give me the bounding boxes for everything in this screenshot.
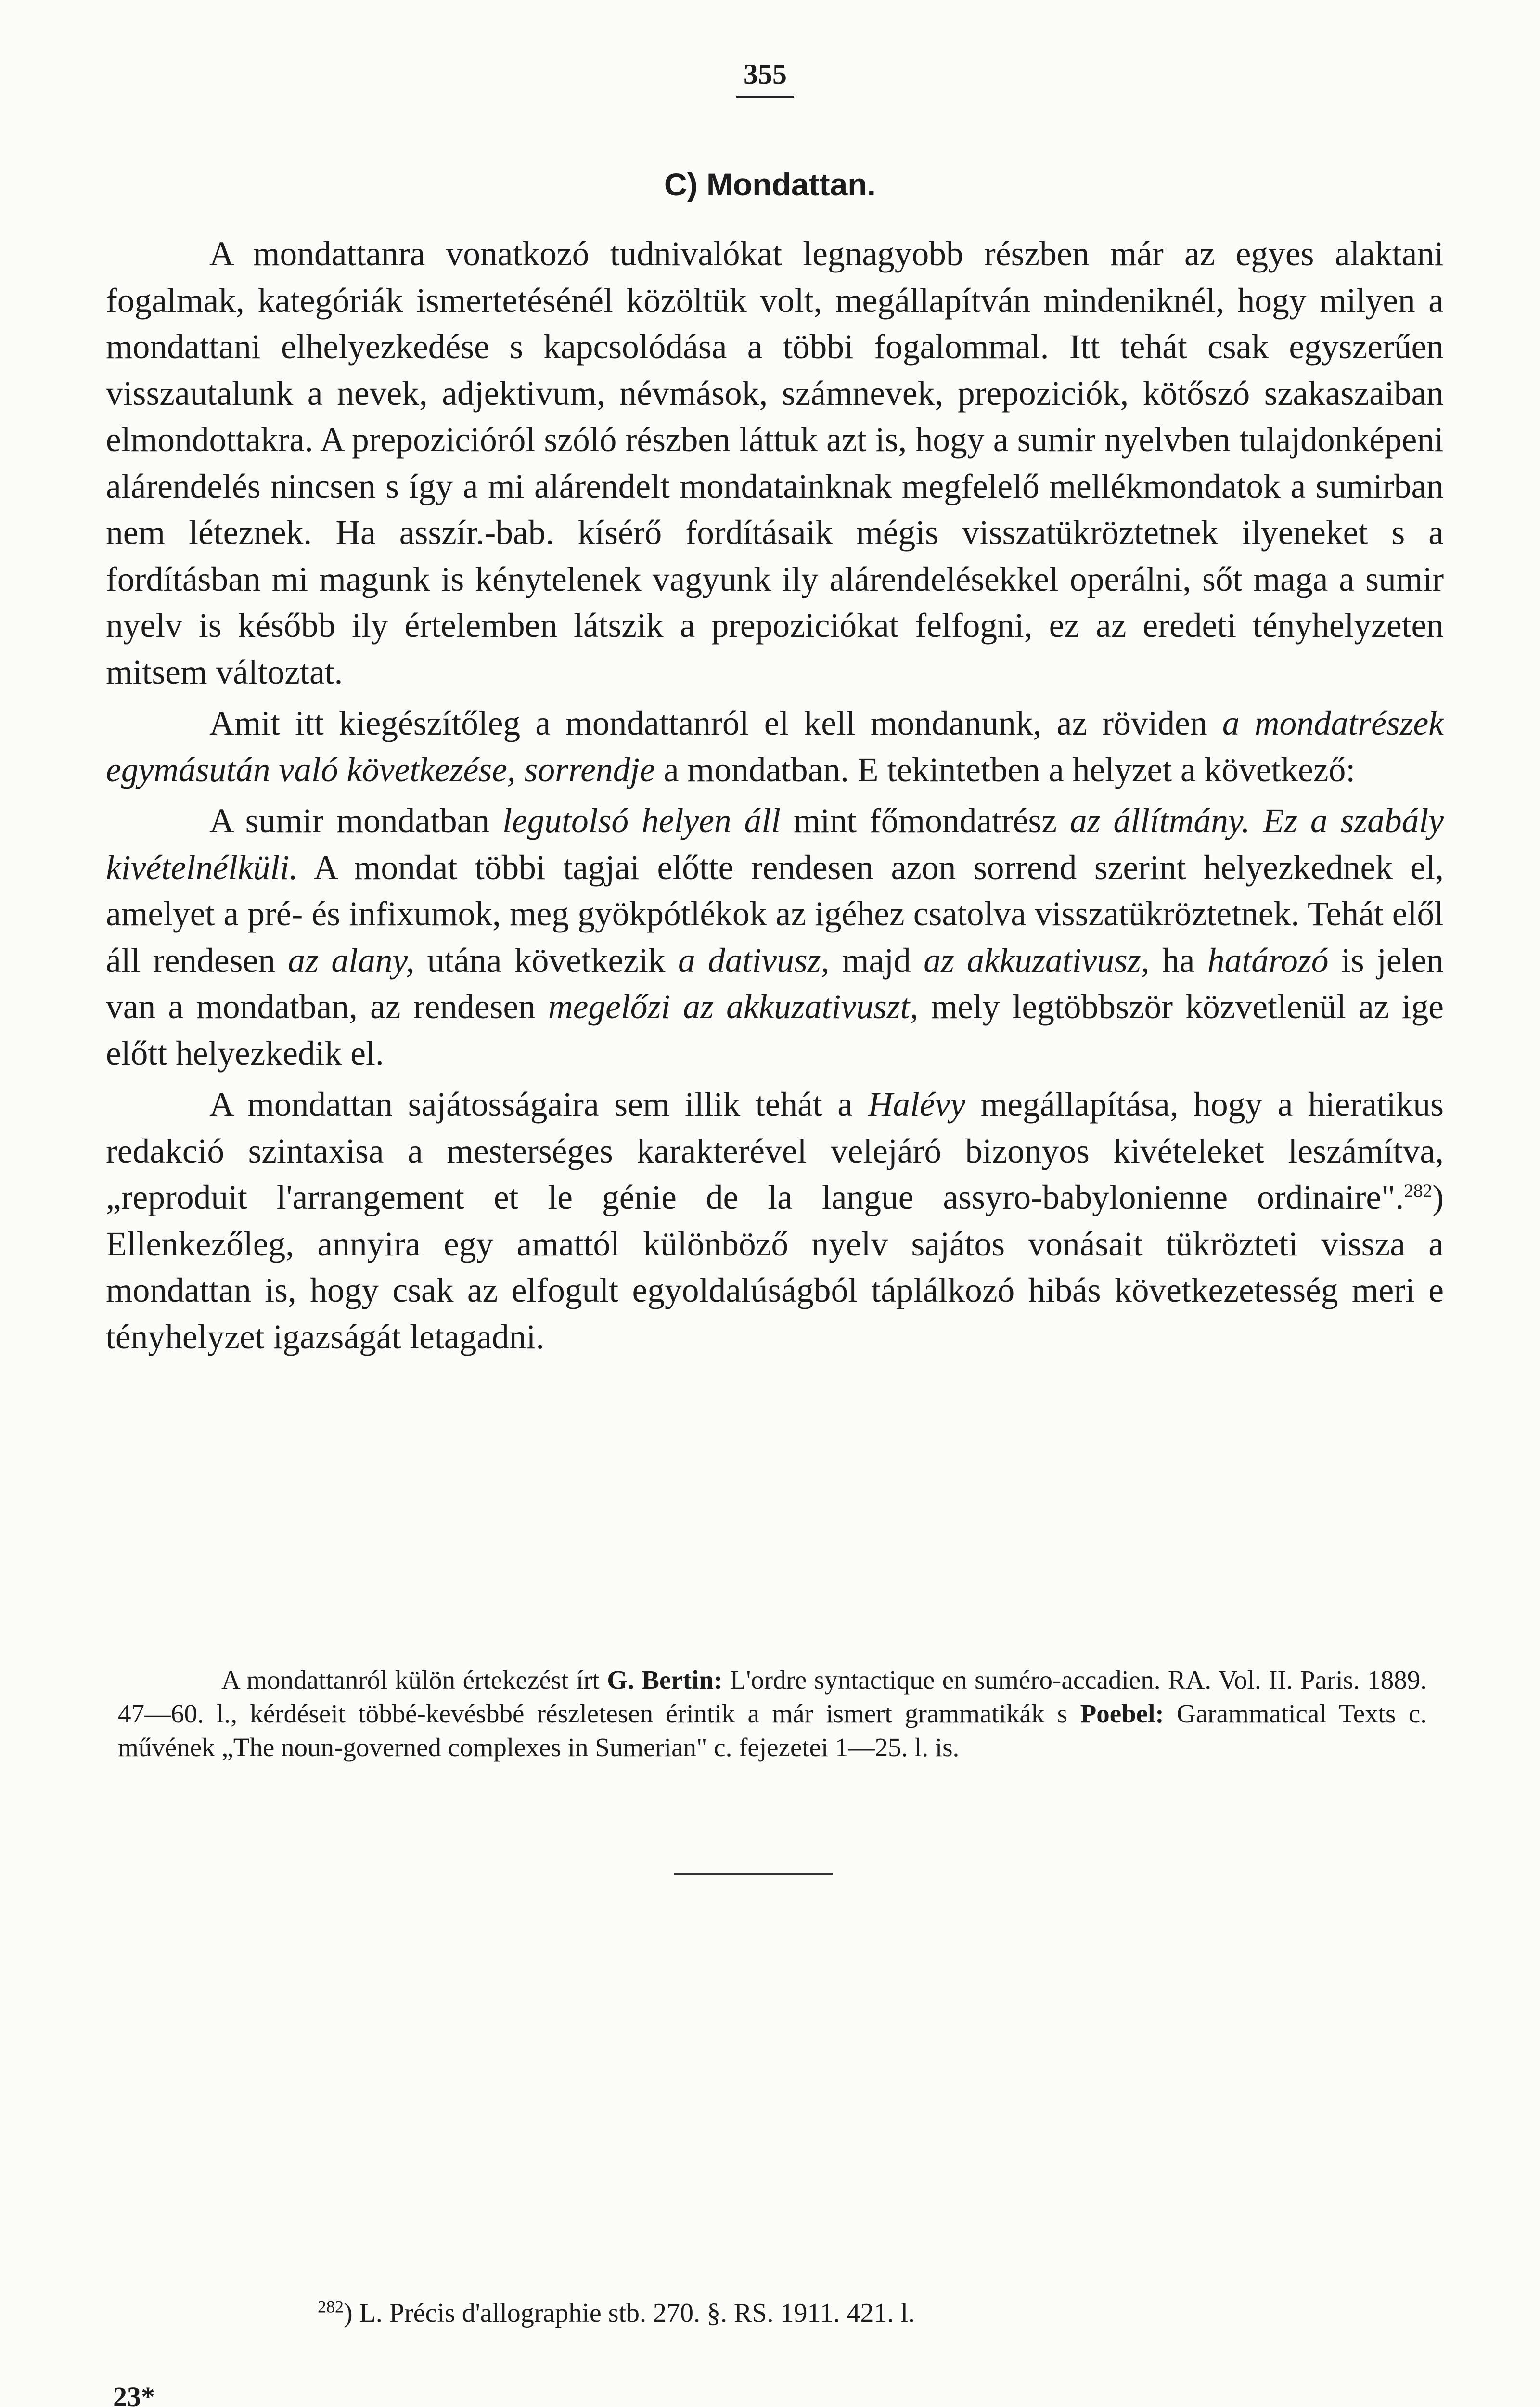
paragraph-3 xyxy=(106,798,1444,1077)
italic-run: a dativusz, xyxy=(678,941,830,980)
author-name: G. Bertin: xyxy=(607,1665,723,1695)
text-run: mely legtöbbször közvetlenül az ige előtt helyezkedik el. xyxy=(106,988,1444,1073)
page-number: 355 xyxy=(736,58,794,98)
section-heading: C) Mondattan. xyxy=(664,167,876,202)
text-run: megállapítása, hogy a hieratikus redakció szintaxisa a mesterséges karakterével velejáró bizonyos kivételeket leszámítva, „reproduit l'arrangement et le génie de la langue assyro-babylonienne ordinaire". xyxy=(106,1086,1444,1216)
text-run: ) Ellenkezőleg, annyira egy amattól különböző nyelv sajátos vonásait tükrözteti vissza a mondattan is, hogy csak az elfogult egyoldalúságból táplálkozó hibás következetesség meri e tényhelyzet igazságát letagadni. xyxy=(106,1178,1444,1356)
italic-run: az állítmány. Ez a szabály kivételnélküli. xyxy=(106,802,1444,887)
main-body xyxy=(106,231,1444,1365)
text-run: Garammatical Texts c. művének „The noun-governed complexes in Sumerian" c. fejezetei 1—25. l. is. xyxy=(118,1699,1427,1762)
author-name: Poebel: xyxy=(1080,1699,1164,1728)
text-run: ha xyxy=(1149,941,1207,980)
footnote-text: ) L. Précis d'allographie stb. 270. §. RS. 1911. 421. l. xyxy=(344,2298,915,2328)
text-run: majd xyxy=(829,941,924,980)
italic-run: Halévy xyxy=(868,1086,966,1124)
italic-run: határozó xyxy=(1207,941,1329,980)
signature-mark: 23* xyxy=(113,2381,155,2407)
note-paragraph xyxy=(118,1663,1427,1764)
text-run: utána következik xyxy=(414,941,678,980)
text-run: mint főmondatrész xyxy=(781,802,1070,840)
italic-run: az akkuzativusz, xyxy=(924,941,1150,980)
text-run: A sumir mondatban xyxy=(209,802,502,840)
footnote-marker: 282 xyxy=(318,2297,344,2316)
text-run: L'ordre syntactique en suméro-accadien. RA. Vol. II. Paris. 1889. 47—60. l., kérdéseit többé-kevésbbé részletesen érintik a már ismert grammatikák s xyxy=(118,1665,1427,1728)
text-run: is jelen van a mondatban, az rendesen xyxy=(106,941,1444,1026)
paragraph-1: A mondattanra vonatkozó tudnivalókat legnagyobb részben már az egyes alaktani fogalmak, kategóriák ismertetésénél közöltük volt, megállapítván mindeniknél, hogy milyen a mondattani elhelyezkedése s kapcsolódása a többi fogalommal. Itt tehát csak egyszerűen visszautalunk a nevek, adjektivum, névmások, számnevek, prepoziciók, kötőszó szakaszaiban elmondottakra. A prepozicióról szóló részben láttuk azt is, hogy a sumir nyelvben tulajdonképeni alárendelés nincsen s így a mi alárendelt mondatainknak megfelelő mellékmondatok a sumirban nem léteznek. Ha asszír.-bab. kísérő fordításaik mégis visszatükröztetnek ilyeneket s a fordításban mi magunk is kénytelenek vagyunk ily alárendelésekkel operálni, sőt maga a sumir nyelv is később ily értelemben látszik a prepoziciókat felfogni, ez az eredeti tényhelyzeten mitsem változtat. xyxy=(106,235,1444,691)
footnote xyxy=(318,2296,1473,2330)
text-run: a mondatban. E tekintetben a helyzet a következő: xyxy=(654,751,1356,789)
bibliographic-note xyxy=(118,1663,1427,1764)
italic-run: az alany, xyxy=(288,941,415,980)
text-run: A mondat többi tagjai előtte rendesen azon sorrend szerint helyezkednek el, amelyet a pré- és infixumok, meg gyökpótlékok az igéhez csatolva visszatükröztetnek. Tehát elől áll rendesen xyxy=(106,848,1444,980)
paragraph-2 xyxy=(106,700,1444,793)
text-run: A mondattanról külön értekezést írt xyxy=(221,1665,607,1695)
paragraph-4 xyxy=(106,1082,1444,1360)
italic-run: legutolsó helyen áll xyxy=(502,802,781,840)
text-run: Amit itt kiegészítőleg a mondattanról el kell mondanunk, az röviden xyxy=(209,704,1222,742)
italic-run: megelőzi az akkuzativuszt, xyxy=(548,988,919,1026)
section-divider xyxy=(674,1873,833,1875)
text-run: A mondattan sajátosságaira sem illik tehát a xyxy=(209,1086,868,1124)
footnote-reference: 282 xyxy=(1404,1180,1433,1202)
italic-run: a mondatrészek egymásután való következése, sorrendje xyxy=(106,704,1444,789)
